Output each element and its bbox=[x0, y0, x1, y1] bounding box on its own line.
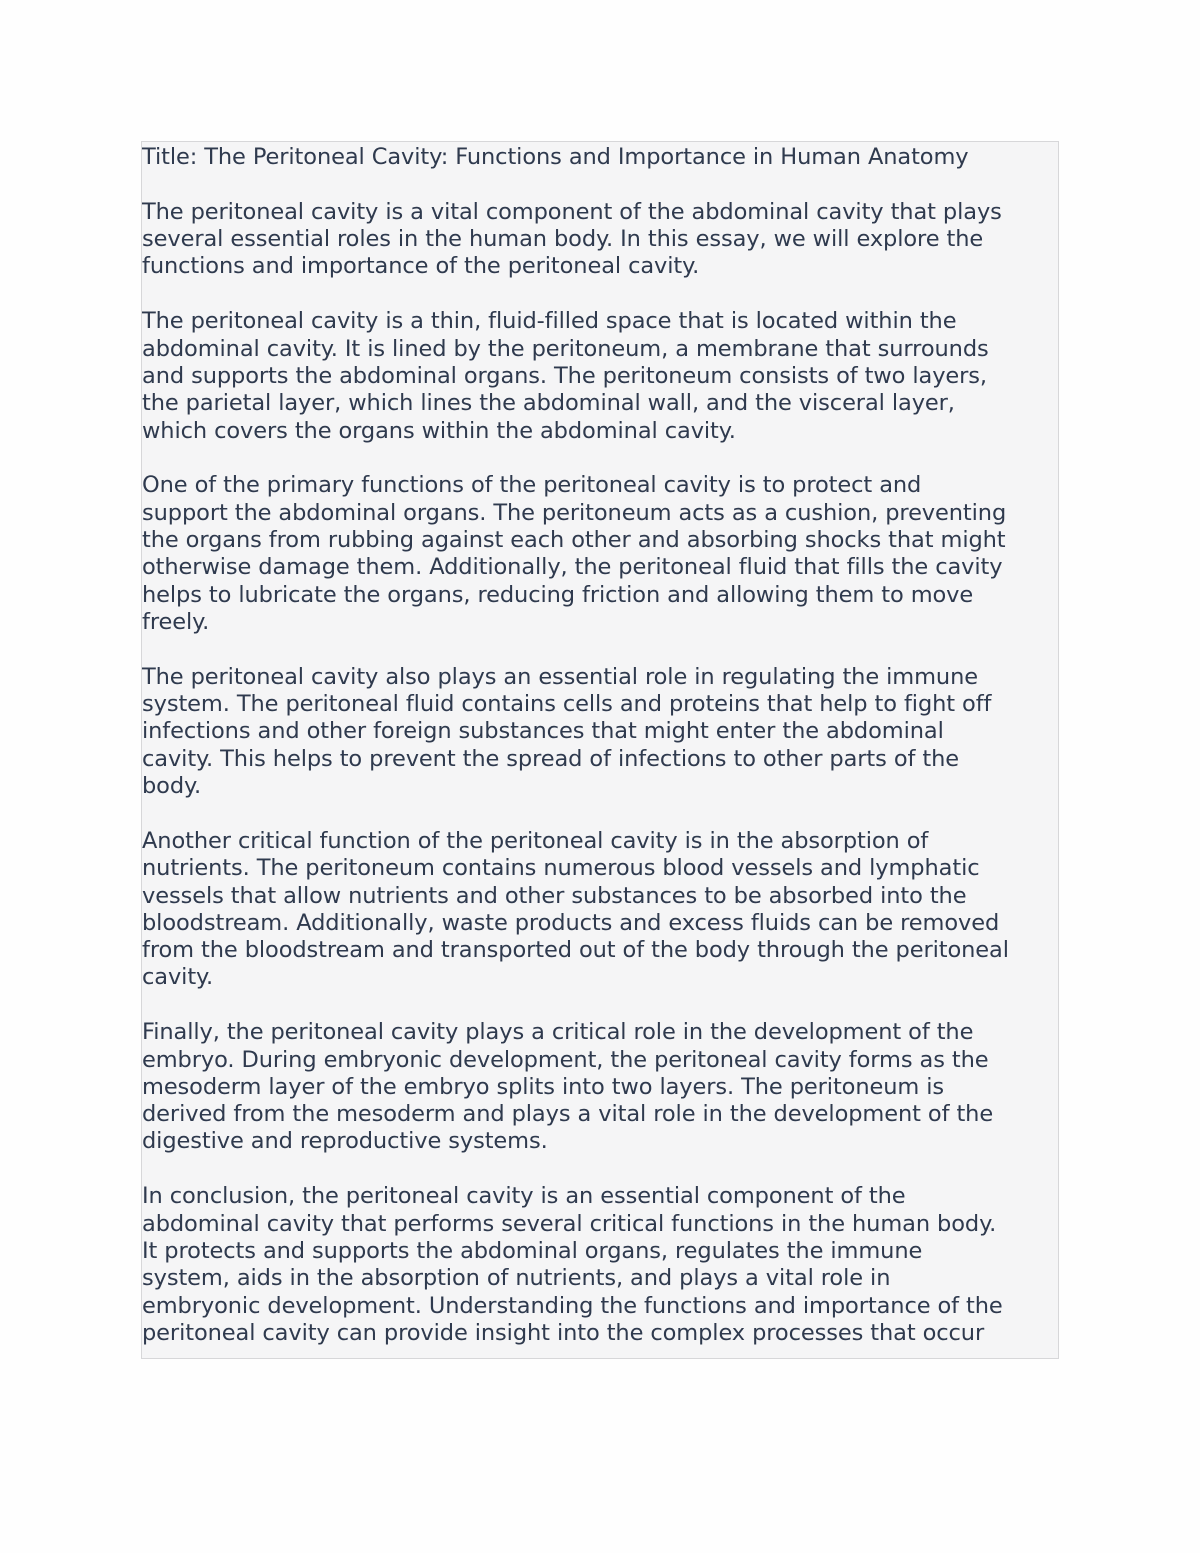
essay-paragraph-immune: The peritoneal cavity also plays an essential role in regulating the immune system. The peritoneal fluid contains cells and proteins that help to fight off infections and other foreign substances that might enter the abdominal cavity. This helps to prevent the spread of infections to other parts of the body. bbox=[142, 663, 992, 800]
essay-paragraph-conclusion: In conclusion, the peritoneal cavity is an essential component of the abdominal cavity that performs several critical functions in the human body. It protects and supports the abdominal organs, regulates the immune system, aids in the absorption of nutrients, and plays a vital role in embryonic development. Understanding the functions and importance of the peritoneal cavity can provide insight into the complex processes that occur bbox=[142, 1183, 1003, 1346]
essay-paragraph-protection: One of the primary functions of the peritoneal cavity is to protect and support the abdominal organs. The peritoneum acts as a cushion, preventing the organs from rubbing against each other and absorbing shocks that might otherwise damage them. Additionally, the peritoneal fluid that fills the cavity helps to lubricate the organs, reducing friction and allowing them to move freely. bbox=[142, 472, 1007, 635]
essay-text-box bbox=[141, 141, 1059, 1359]
essay-paragraph-absorption: Another critical function of the peritoneal cavity is in the absorption of nutrients. The peritoneum contains numerous blood vessels and lymphatic vessels that allow nutrients and other substances to be absorbed into the bloodstream. Additionally, waste products and excess fluids can be removed from the bloodstream and transported out of the body through the peritoneal cavity. bbox=[142, 827, 1009, 991]
essay-paragraph-definition: The peritoneal cavity is a thin, fluid-filled space that is located within the abdominal cavity. It is lined by the peritoneum, a membrane that surrounds and supports the abdominal organs. The peritoneum consists of two layers, the parietal layer, which lines the abdominal wall, and the visceral layer, which covers the organs within the abdominal cavity. bbox=[142, 308, 989, 444]
essay-paragraph-embryo: Finally, the peritoneal cavity plays a critical role in the development of the embryo. During embryonic development, the peritoneal cavity forms as the mesoderm layer of the embryo splits into two layers. The peritoneum is derived from the mesoderm and plays a vital role in the development of the digestive and reproductive systems. bbox=[142, 1019, 994, 1155]
essay-paragraph-intro: The peritoneal cavity is a vital component of the abdominal cavity that plays several essential roles in the human body. In this essay, we will explore the functions and importance of the peritoneal cavity. bbox=[142, 198, 1002, 280]
essay-title: Title: The Peritoneal Cavity: Functions and Importance in Human Anatomy bbox=[142, 144, 969, 170]
